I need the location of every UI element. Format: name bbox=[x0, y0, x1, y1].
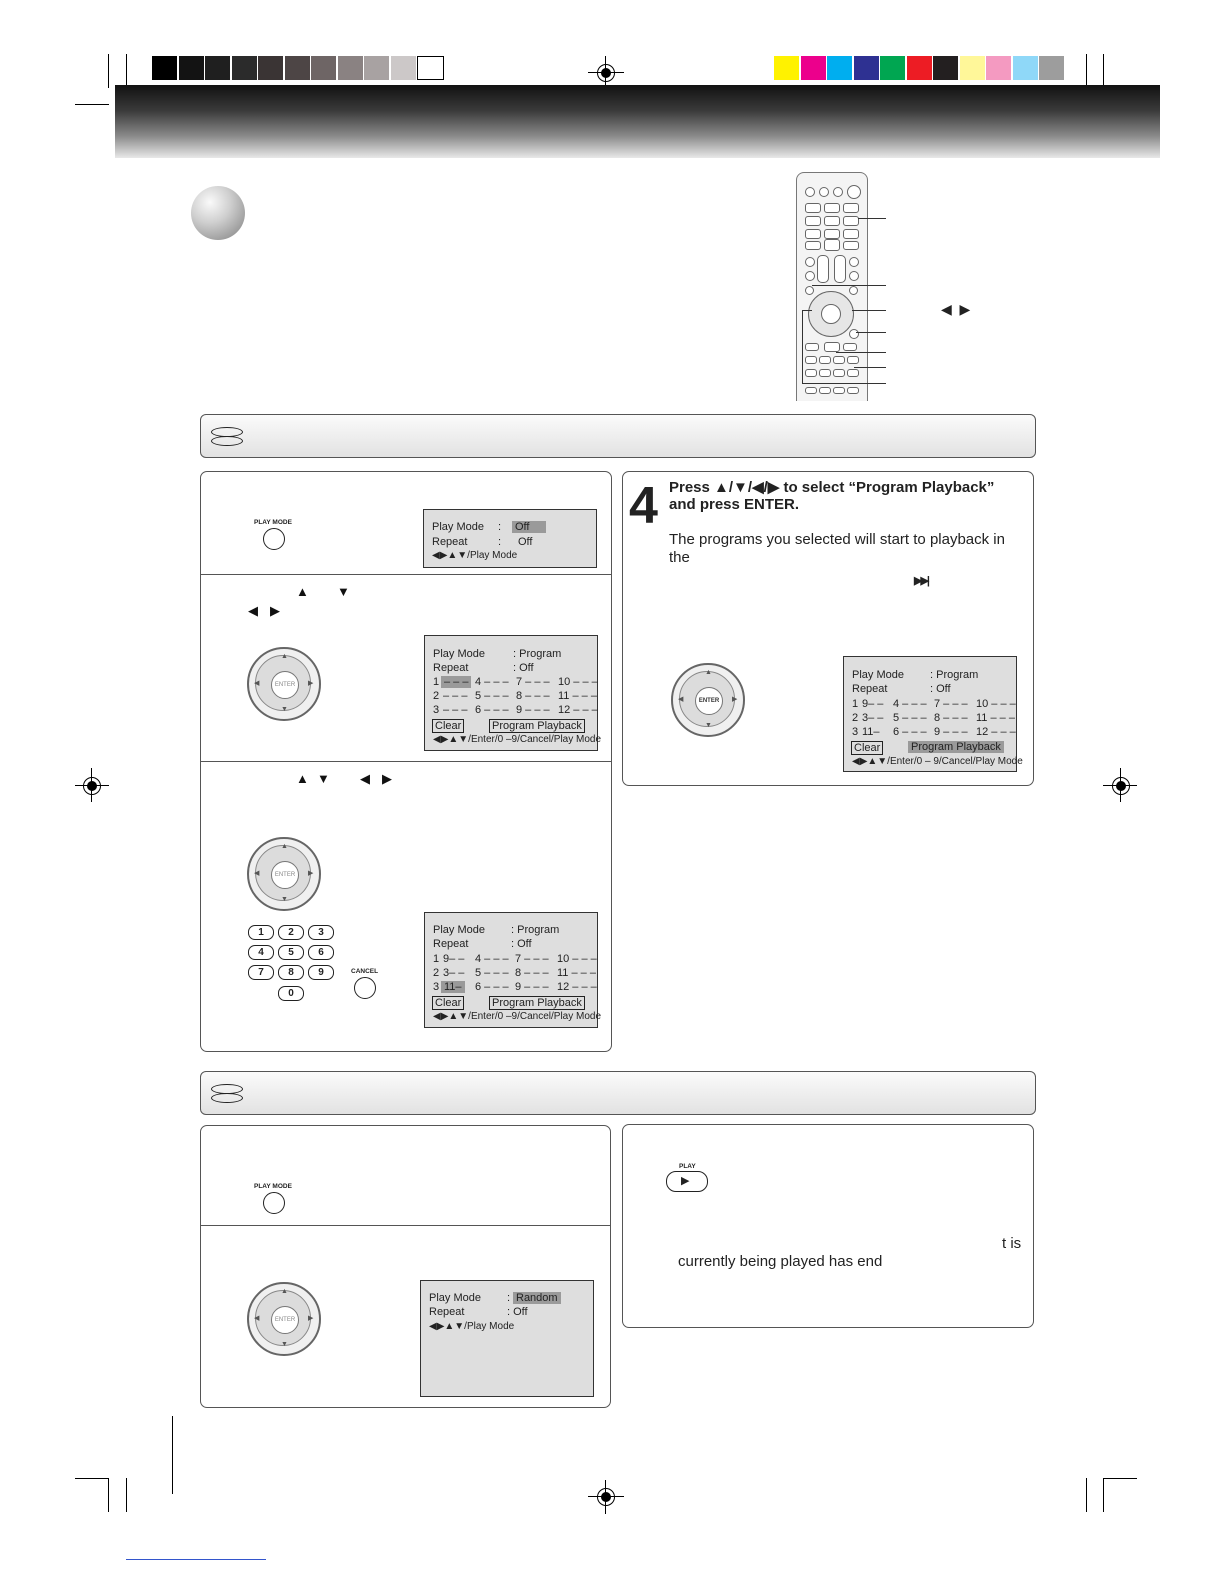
play-mode-value: : Program bbox=[930, 669, 979, 681]
color-swatch bbox=[801, 56, 826, 80]
enter-button[interactable]: ENTER bbox=[695, 687, 723, 715]
screen-hint: ◀▶▲▼/Enter/0 –9/Cancel/Play Mode bbox=[433, 1011, 602, 1022]
dvd-disc-icon bbox=[211, 436, 243, 446]
skip-icon: ▶▶| bbox=[914, 575, 928, 587]
color-swatch bbox=[933, 56, 958, 80]
play-icon: ▶ bbox=[681, 1175, 690, 1187]
random-playback-panel bbox=[622, 1124, 1034, 1328]
program-slot: 9 – – – bbox=[934, 726, 968, 738]
color-swatch bbox=[1039, 56, 1064, 80]
repeat-label: Repeat bbox=[433, 938, 469, 950]
program-slot: 11 – – – bbox=[557, 967, 596, 979]
program-slot: 7 – – – bbox=[934, 698, 968, 710]
play-mode-value: Off bbox=[512, 521, 546, 533]
step-4-body-cont: the bbox=[669, 549, 690, 566]
program-slot: 5 – – – bbox=[475, 690, 509, 702]
program-slot-value: 11– bbox=[862, 726, 880, 738]
program-slot: 12 – – – bbox=[976, 726, 1016, 738]
gray-swatch bbox=[417, 56, 444, 80]
play-mode-label: Play Mode bbox=[429, 1292, 481, 1304]
gray-swatch bbox=[179, 56, 204, 80]
play-mode-button[interactable] bbox=[263, 528, 285, 550]
right-arrow-icon: ▶ bbox=[270, 603, 280, 618]
clear-option: Clear bbox=[432, 996, 464, 1010]
program-slot-number: 2 bbox=[433, 967, 440, 979]
program-slot-number: 2 bbox=[852, 712, 859, 724]
random-note: currently being played has end bbox=[678, 1253, 883, 1270]
play-mode-value: : Program bbox=[511, 924, 560, 936]
number-key-6[interactable]: 6 bbox=[308, 945, 334, 960]
repeat-label: Repeat bbox=[852, 683, 888, 695]
repeat-value: : Off bbox=[930, 683, 951, 695]
color-swatch bbox=[774, 56, 799, 80]
step-number: 4 bbox=[629, 477, 658, 535]
screen-hint: ◀▶▲▼/Enter/0 –9/Cancel/Play Mode bbox=[433, 734, 602, 745]
section-sphere-icon bbox=[191, 186, 245, 240]
color-swatch bbox=[827, 56, 852, 80]
down-arrow-icon: ▼ bbox=[317, 771, 330, 786]
repeat-value: : Off bbox=[513, 662, 534, 674]
program-slot: 9 – – – bbox=[515, 981, 549, 993]
program-slot-value: 9– – bbox=[862, 698, 884, 710]
program-slot: 6 – – – bbox=[893, 726, 927, 738]
number-key-1[interactable]: 1 bbox=[248, 925, 274, 940]
program-screen-entered bbox=[424, 912, 602, 1028]
screen-hint: ◀▶▲▼/Play Mode bbox=[432, 550, 518, 561]
gray-swatch bbox=[338, 56, 363, 80]
play-mode-label: Play Mode bbox=[433, 924, 485, 936]
step-4-instruction: Press ▲/▼/◀/▶ to select “Program Playback” bbox=[669, 479, 995, 496]
gray-swatch bbox=[205, 56, 230, 80]
repeat-label: Repeat bbox=[432, 536, 468, 548]
program-slot-value: 3– – bbox=[443, 967, 465, 979]
program-slot: 10 – – – bbox=[976, 698, 1016, 710]
number-key-7[interactable]: 7 bbox=[248, 965, 274, 980]
step-4-body: The programs you selected will start to playback in bbox=[669, 531, 1005, 548]
play-mode-value: Random bbox=[513, 1292, 561, 1304]
color-swatch bbox=[986, 56, 1011, 80]
random-mode-screen bbox=[420, 1280, 594, 1397]
step-4-instruction-cont: and press ENTER. bbox=[669, 496, 800, 513]
program-slot: 5 – – – bbox=[893, 712, 927, 724]
program-slot: 8 – – – bbox=[934, 712, 968, 724]
color-swatch bbox=[907, 56, 932, 80]
program-slot: 9 – – – bbox=[516, 704, 550, 716]
program-slot: 8 – – – bbox=[515, 967, 549, 979]
left-arrow-icon: ◀ bbox=[360, 771, 370, 786]
right-arrow-icon: ▶ bbox=[382, 771, 392, 786]
number-key-0[interactable]: 0 bbox=[278, 986, 304, 1001]
screen-hint: ◀▶▲▼/Enter/0 – 9/Cancel/Play Mode bbox=[852, 756, 1023, 767]
program-slot: 12 – – – bbox=[558, 704, 598, 716]
program-slot: 4 – – – bbox=[893, 698, 927, 710]
program-slot-number: 1 bbox=[433, 953, 440, 965]
enter-button[interactable]: ENTER bbox=[271, 1306, 299, 1334]
random-note-tail: t is bbox=[1002, 1235, 1022, 1252]
up-arrow-icon: ▲ bbox=[296, 771, 309, 786]
enter-direction-pad[interactable]: ▲ ▼ ◀ ▶ ENTER bbox=[247, 1282, 321, 1356]
gray-swatch bbox=[311, 56, 336, 80]
program-screen-empty bbox=[424, 635, 602, 751]
program-playback-section-bar bbox=[200, 414, 1036, 458]
repeat-label: Repeat bbox=[429, 1306, 465, 1318]
program-slot: 8 – – – bbox=[516, 690, 550, 702]
program-slot: 4 – – – bbox=[475, 953, 509, 965]
number-key-4[interactable]: 4 bbox=[248, 945, 274, 960]
program-slot: 6 – – – bbox=[475, 981, 509, 993]
program-slot-value: 11– bbox=[441, 981, 465, 993]
play-mode-button-label: PLAY MODE bbox=[254, 1183, 292, 1190]
program-slot-number: 3 bbox=[852, 726, 859, 738]
gray-swatch bbox=[364, 56, 389, 80]
gray-swatch bbox=[152, 56, 177, 80]
play-button[interactable] bbox=[666, 1171, 708, 1192]
repeat-value: Off bbox=[518, 536, 533, 548]
play-mode-label: Play Mode bbox=[433, 648, 485, 660]
number-key-8[interactable]: 8 bbox=[278, 965, 304, 980]
random-playback-section-bar bbox=[200, 1071, 1036, 1115]
program-playback-option: Program Playback bbox=[489, 719, 585, 733]
number-key-2[interactable]: 2 bbox=[278, 925, 304, 940]
program-slot-number: 2 bbox=[433, 690, 440, 702]
left-arrow-icon: ◀ bbox=[248, 603, 258, 618]
play-mode-label: Play Mode bbox=[852, 669, 904, 681]
play-mode-label: Play Mode bbox=[432, 521, 484, 533]
program-slot-value: – – – bbox=[443, 704, 468, 716]
gray-swatch bbox=[232, 56, 257, 80]
up-arrow-icon: ▲ bbox=[296, 584, 309, 599]
program-slot: 11 – – – bbox=[976, 712, 1015, 724]
clear-option: Clear bbox=[851, 741, 883, 755]
program-slot: 6 – – – bbox=[475, 704, 509, 716]
gray-swatch bbox=[285, 56, 310, 80]
number-key-5[interactable]: 5 bbox=[278, 945, 304, 960]
cancel-button[interactable] bbox=[354, 977, 376, 999]
program-screen-final bbox=[843, 656, 1023, 772]
play-mode-value: : Program bbox=[513, 648, 562, 660]
play-mode-separator: : bbox=[498, 521, 502, 533]
enter-button[interactable]: ENTER bbox=[271, 671, 299, 699]
program-slot-number: 1 bbox=[433, 676, 440, 688]
step-divider bbox=[200, 574, 611, 575]
screen-hint: ◀▶▲▼/Play Mode bbox=[429, 1321, 515, 1332]
program-slot: 4 – – – bbox=[475, 676, 509, 688]
program-slot-number: 3 bbox=[433, 704, 440, 716]
program-slot-value: 9– – bbox=[443, 953, 465, 965]
play-mode-off-screen bbox=[423, 509, 597, 568]
step-divider bbox=[200, 1225, 610, 1226]
play-button-label: PLAY bbox=[679, 1163, 696, 1170]
program-slot-value: 3– – bbox=[862, 712, 884, 724]
repeat-value: : Off bbox=[507, 1306, 528, 1318]
program-slot-value: – – – bbox=[443, 690, 468, 702]
program-slot: 7 – – – bbox=[515, 953, 549, 965]
enter-button[interactable]: ENTER bbox=[271, 861, 299, 889]
color-swatch bbox=[1013, 56, 1038, 80]
enter-direction-pad[interactable]: ▲ ▼ ◀ ▶ ENTER bbox=[671, 663, 745, 737]
repeat-label: Repeat bbox=[433, 662, 469, 674]
program-playback-option: Program Playback bbox=[489, 996, 585, 1010]
program-slot: 11 – – – bbox=[558, 690, 597, 702]
enter-direction-pad[interactable]: ▲ ▼ ◀ ▶ ENTER bbox=[247, 837, 321, 911]
color-swatch bbox=[854, 56, 879, 80]
repeat-value: : Off bbox=[511, 938, 532, 950]
step-divider bbox=[200, 761, 611, 762]
play-mode-separator: : bbox=[507, 1292, 511, 1304]
color-swatch bbox=[960, 56, 985, 80]
program-slot-value: – – – bbox=[441, 676, 471, 688]
program-slot: 7 – – – bbox=[516, 676, 550, 688]
down-arrow-icon: ▼ bbox=[337, 584, 350, 599]
play-mode-button-label: PLAY MODE bbox=[254, 519, 292, 526]
number-key-3[interactable]: 3 bbox=[308, 925, 334, 940]
cancel-button-label: CANCEL bbox=[351, 968, 379, 975]
dvd-disc-icon bbox=[211, 1093, 243, 1103]
program-playback-option: Program Playback bbox=[908, 741, 1004, 753]
program-slot: 5 – – – bbox=[475, 967, 509, 979]
program-slot-number: 1 bbox=[852, 698, 859, 710]
play-mode-button[interactable] bbox=[263, 1192, 285, 1214]
program-slot-number: 3 bbox=[433, 981, 440, 993]
header-band bbox=[115, 85, 1160, 158]
program-slot: 10 – – – bbox=[557, 953, 597, 965]
gray-swatch bbox=[391, 56, 416, 80]
color-swatch bbox=[880, 56, 905, 80]
program-slot: 10 – – – bbox=[558, 676, 598, 688]
repeat-separator: : bbox=[498, 536, 502, 548]
remote-arrow-left-right-label: ◀ ▶ bbox=[941, 301, 971, 317]
program-slot: 12 – – – bbox=[557, 981, 597, 993]
enter-direction-pad[interactable]: ▲ ▼ ◀ ▶ ENTER bbox=[247, 647, 321, 721]
number-key-9[interactable]: 9 bbox=[308, 965, 334, 980]
clear-option: Clear bbox=[432, 719, 464, 733]
gray-swatch bbox=[258, 56, 283, 80]
